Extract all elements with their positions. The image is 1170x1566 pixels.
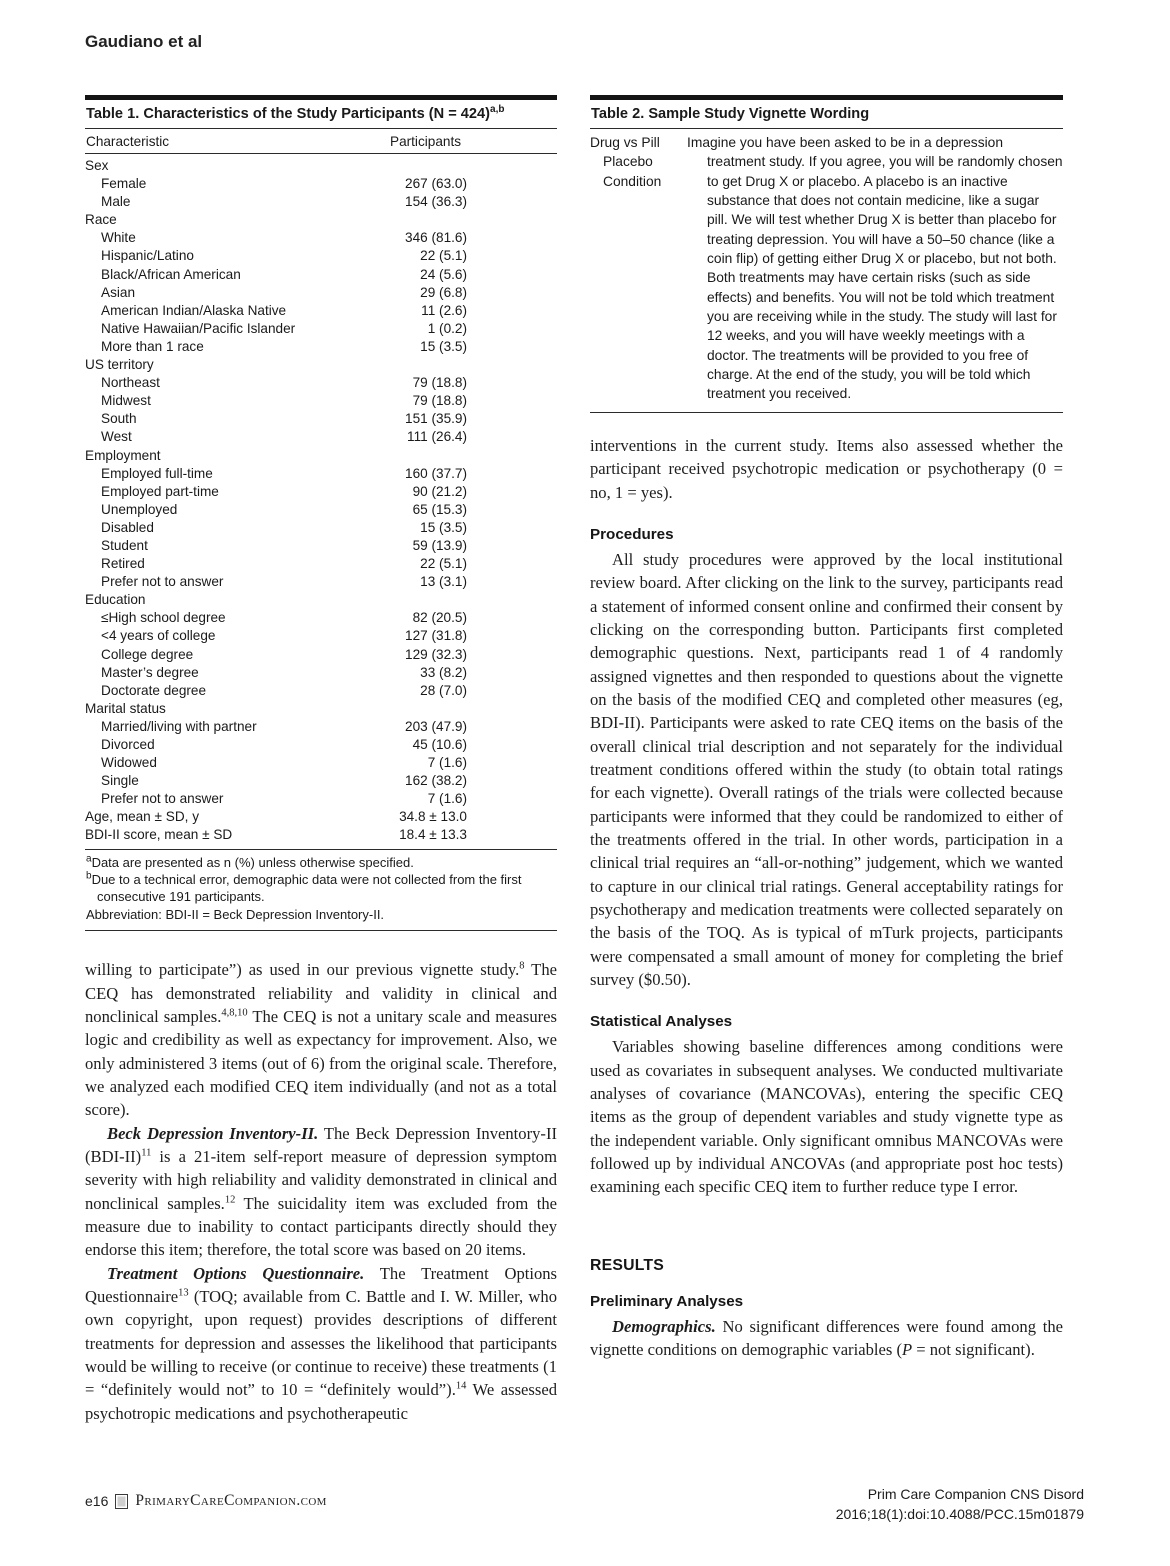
row-value: 34.8 ± 13.0 <box>399 809 467 825</box>
text-segment: P <box>901 1340 913 1360</box>
table-row <box>85 555 557 573</box>
text-segment: (TOQ; available from C. Battle and I. W. Miller, who own copyright, upon request) provides descriptions of different treatments for depression and assesses the likelihood that participants would be willing to receive (or continue to receive) these treatments (1 = “definitely would not” to 10 = “definitely would”). <box>85 1287 557 1400</box>
row-value: 45 (10.6) <box>412 737 467 752</box>
text-segment: The Treatment Options Questionnaire <box>85 1263 558 1306</box>
row-label: Prefer not to answer <box>101 574 224 590</box>
table-row <box>85 736 557 754</box>
table1-rows <box>85 154 557 850</box>
text-segment: The Beck Depression Inventory-II (BDI-II) <box>85 1123 557 1166</box>
row-value <box>357 356 557 374</box>
row-value: 18.4 ± 13.3 <box>399 827 467 843</box>
reference-superscript: 4,8,10 <box>221 1007 248 1019</box>
table-row <box>85 247 557 265</box>
row-label: Native Hawaiian/Pacific Islander <box>101 320 296 336</box>
table1-title-text: Table 1. Characteristics of the Study Participants (N = 424) <box>86 106 491 122</box>
reference-superscript: 12 <box>224 1194 236 1206</box>
reference-superscript: 13 <box>178 1287 189 1299</box>
row-value: 127 (31.8) <box>405 628 467 644</box>
row-label: Prefer not to answer <box>101 791 224 807</box>
table2 <box>590 95 1063 413</box>
vignette-paragraph: Imagine you have been asked to be in a depression treatment study. If you agree, you will be randomly chosen to get Drug X or placebo. A placebo is an inactive substance that does not contain medicine, like a sugar pill. We will test whether Drug X is better than placebo for treating depression. You will have a 50–50 chance (like a coin flip) of getting either Drug X or placebo, but not both. Both treatments may have certain risks (such as side effects) and benefits. You will not be told which treatment you are receiving while in the study. The study will last for 12 weeks, and you will have weekly meetings with a doctor. The treatments will be provided to you free of charge. At the end of the study, you will be told which treatment you received. <box>687 135 1063 402</box>
row-value: 82 (20.5) <box>412 610 467 626</box>
left-column-body-text <box>85 958 557 1425</box>
section-heading <box>590 1257 1063 1275</box>
text-segment: Variables showing baseline differences among conditions were used as covariates in subsequent analyses. We conducted multivariate analyses of covariance (MANCOVAs), entering the specific CEQ items as the group of dependent variables and study vignette type as the independent variable. Only significant omnibus MANCOVAs were followed up by individual ANCOVAs (and appropriate post hoc tests) examining each specific CEQ item to further reduce type I error. <box>590 1037 1063 1197</box>
journal-doi: 2016;18(1):doi:10.4088/PCC.15m01879 <box>835 1505 1084 1522</box>
row-value <box>357 591 557 609</box>
table-row <box>85 175 557 193</box>
row-value: 111 (26.4) <box>407 429 467 445</box>
table-row <box>85 447 557 465</box>
table-row <box>85 392 557 410</box>
reference-superscript: a <box>86 853 92 865</box>
row-value: 267 (63.0) <box>405 176 467 192</box>
table2-condition-label <box>590 133 687 404</box>
row-label: Age, mean ± SD, y <box>85 809 199 825</box>
text-segment: Abbreviation: BDI-II = Beck Depression Inventory-II. <box>86 906 385 922</box>
row-value: 90 (21.2) <box>412 483 467 499</box>
condition-label-line: Drug vs Pill <box>590 135 660 150</box>
text-segment: Treatment Options Questionnaire. <box>107 1263 365 1283</box>
row-label: Widowed <box>101 755 157 771</box>
section-heading <box>590 1293 1063 1310</box>
page-number: e16 <box>85 1493 109 1509</box>
column-header-participants: Participants <box>390 134 462 149</box>
row-label: ≤High school degree <box>101 610 226 626</box>
row-value <box>357 447 557 465</box>
section-heading <box>85 1262 557 1425</box>
table-row <box>85 320 557 338</box>
row-label: More than 1 race <box>101 338 204 354</box>
row-label: Single <box>101 773 139 789</box>
table-row <box>85 356 557 374</box>
table-row <box>85 808 557 826</box>
footer-citation <box>836 1485 1084 1524</box>
row-label: Asian <box>101 284 136 300</box>
section-heading <box>85 1122 557 1262</box>
row-value: 129 (32.3) <box>405 646 467 662</box>
table-row <box>85 410 557 428</box>
row-value: 160 (37.7) <box>405 465 467 481</box>
table-row <box>85 627 557 645</box>
table-row <box>85 229 557 247</box>
row-value: 162 (38.2) <box>405 773 467 789</box>
table-row <box>85 266 557 284</box>
table-row <box>85 772 557 790</box>
row-label: <4 years of college <box>101 628 216 644</box>
table-row <box>85 211 557 229</box>
row-label: Black/African American <box>101 266 241 282</box>
table-row <box>85 537 557 555</box>
row-value <box>357 211 557 229</box>
table-row <box>85 284 557 302</box>
row-value: 24 (5.6) <box>420 266 467 282</box>
running-head-author: Gaudiano et al <box>85 32 203 51</box>
table2-vignette-text <box>687 133 1063 404</box>
row-label: Master’s degree <box>101 664 199 680</box>
table-row <box>85 682 557 700</box>
table2-title: Table 2. Sample Study Vignette Wording <box>590 100 1063 129</box>
condition-label-line: Condition <box>603 173 662 189</box>
row-label: Education <box>85 592 146 608</box>
text-segment: Demographics. <box>612 1316 716 1336</box>
row-label: Disabled <box>101 519 154 535</box>
row-label: Student <box>101 537 148 553</box>
table-row <box>85 428 557 446</box>
row-value: 13 (3.1) <box>420 574 467 590</box>
table-row <box>85 483 557 501</box>
row-label: BDI-II score, mean ± SD <box>85 827 233 843</box>
row-value: 29 (6.8) <box>420 284 467 300</box>
text-segment: Data are presented as n (%) unless otherwise specified. <box>91 854 414 870</box>
text-segment: The suicidality item was excluded from the measure due to inability to contact participants directly should they endorse this item; therefore, the total score was based on 20 items. <box>85 1193 557 1260</box>
table-row <box>85 664 557 682</box>
table-row <box>85 646 557 664</box>
text-segment: interventions in the current study. Items also assessed whether the participant received psychotropic medication or psychotherapy (0 = no, 1 = yes). <box>590 435 1063 502</box>
row-label: Male <box>101 194 131 210</box>
text-segment: = not significant). <box>912 1340 1035 1360</box>
reference-superscript: b <box>86 870 92 882</box>
right-column-body-text <box>590 434 1063 1362</box>
row-label: Employed full-time <box>101 465 213 481</box>
reference-superscript: 14 <box>455 1380 467 1392</box>
row-value: 28 (7.0) <box>420 682 467 698</box>
row-label: US territory <box>85 357 154 373</box>
text-segment: willing to participate”) as used in our previous vignette study. <box>85 960 520 980</box>
table-footnote <box>86 906 557 923</box>
table-row <box>85 700 557 718</box>
row-value: 59 (13.9) <box>412 537 467 553</box>
row-label: Northeast <box>101 375 160 391</box>
text-segment: No significant differences were found among the vignette conditions on demographic variables ( <box>590 1316 1063 1360</box>
table-row <box>85 519 557 537</box>
table-row <box>85 465 557 483</box>
row-value: 79 (18.8) <box>412 393 467 409</box>
text-segment: All study procedures were approved by the local institutional review board. After clicking on the link to the survey, participants read a statement of informed consent online and confirmed their consent by clicking on the corresponding button. Participants first completed demographic questions. Next, participants read 1 of 4 randomly assigned vignettes and then responded to questions about the vignette on the basis of the modified CEQ and completed other measures (eg, BDI-II). Participants were asked to rate CEQ items on the basis of the overall clinical trial description and not separately for the individual treatment conditions offered within the study (to obtain total ratings for each vignette). Overall ratings of the trials were collected because participants were informed that they could be randomized to either of the treatments offered in the trial. In other words, participation in a clinical trial requires an “all-or-nothing” judgement, which we wanted to capture in our clinical trial ratings. General acceptability ratings for psychotherapy and medication treatments were collected separately on the basis of the TOQ. As is typical of mTurk projects, participants were compensated a small amount of money for completing the brief survey ($0.50). <box>590 549 1063 990</box>
row-value: 22 (5.1) <box>420 248 467 264</box>
row-value: 346 (81.6) <box>405 230 467 246</box>
row-value: 7 (1.6) <box>427 755 467 771</box>
row-value: 22 (5.1) <box>420 556 467 572</box>
table1-title-footnote-marks: a,b <box>490 104 505 116</box>
table-row <box>85 754 557 772</box>
condition-label-line: Placebo <box>603 154 653 170</box>
journal-name: Prim Care Companion CNS Disord <box>867 1486 1084 1502</box>
row-label: College degree <box>101 646 194 662</box>
table-row <box>85 374 557 392</box>
row-label: White <box>101 230 136 246</box>
section-heading <box>590 526 1063 543</box>
column-header-characteristic: Characteristic <box>86 134 170 149</box>
journal-logo-icon <box>115 1494 128 1509</box>
text-segment: Due to a technical error, demographic data were not collected from the first consecutive 191 participants. <box>91 871 522 905</box>
table-row <box>85 591 557 609</box>
row-value: 1 (0.2) <box>427 320 467 336</box>
table-row <box>85 338 557 356</box>
text-segment: The CEQ has demonstrated reliability and validity in clinical and nonclinical samples. <box>85 960 557 1026</box>
table2-body <box>590 129 1063 413</box>
row-value: 7 (1.6) <box>427 791 467 807</box>
table-row <box>85 302 557 320</box>
section-heading <box>590 434 1063 504</box>
row-value: 154 (36.3) <box>405 194 467 210</box>
row-value: 15 (3.5) <box>420 338 467 354</box>
row-value: 203 (47.9) <box>405 718 467 734</box>
table-row <box>85 501 557 519</box>
text-segment: Procedures <box>590 525 674 543</box>
table1 <box>85 95 557 931</box>
section-heading <box>590 548 1063 992</box>
table-footnote <box>86 871 557 906</box>
text-segment: Statistical Analyses <box>590 1013 733 1031</box>
text-segment: The CEQ is not a unitary scale and measures logic and credibility as well as expectancy for improvement. Also, we only administered 3 items (out of 6) from the original scale. Therefore, we analyzed each modified CEQ item individually (and not as a total score). <box>85 1006 557 1120</box>
row-value: 79 (18.8) <box>412 375 467 391</box>
text-segment: Beck Depression Inventory-II. <box>107 1123 319 1143</box>
table-row <box>85 609 557 627</box>
row-value: 33 (8.2) <box>420 664 467 680</box>
section-heading <box>590 1315 1063 1362</box>
table-row <box>85 193 557 211</box>
section-heading <box>85 958 557 1121</box>
table-row <box>85 718 557 736</box>
row-value: 15 (3.5) <box>420 519 467 535</box>
row-label: Midwest <box>101 393 151 409</box>
table-footnote <box>86 854 557 871</box>
row-label: Employed part-time <box>101 483 219 499</box>
row-value <box>357 157 557 175</box>
table-row <box>85 790 557 808</box>
row-label: Race <box>85 212 117 228</box>
text-segment: is a 21-item self-report measure of depression symptom severity with high reliability and validity demonstrated in clinical and nonclinical samples. <box>85 1146 557 1213</box>
right-column <box>590 95 1063 1361</box>
row-value: 65 (15.3) <box>412 501 467 517</box>
table1-column-headers <box>85 129 557 154</box>
table-row <box>85 826 557 844</box>
row-label: Unemployed <box>101 501 178 517</box>
row-label: Doctorate degree <box>101 682 207 698</box>
table1-footnotes <box>85 850 557 932</box>
section-heading <box>590 1013 1063 1030</box>
footer-left <box>85 1492 327 1510</box>
row-label: South <box>101 411 137 427</box>
row-label: Retired <box>101 556 145 572</box>
text-segment: We assessed psychotropic medications and psychotherapeutic <box>85 1380 557 1423</box>
row-label: Divorced <box>101 737 155 752</box>
row-label: Female <box>101 176 147 192</box>
row-value: 151 (35.9) <box>405 411 467 427</box>
section-heading <box>590 1035 1063 1198</box>
row-label: American Indian/Alaska Native <box>101 302 287 318</box>
row-label: Employment <box>85 447 161 463</box>
row-label: West <box>101 429 132 445</box>
text-segment: Preliminary Analyses <box>590 1292 744 1310</box>
row-label: Marital status <box>85 700 166 716</box>
row-label: Married/living with partner <box>101 718 257 734</box>
row-value <box>357 700 557 718</box>
table-row <box>85 157 557 175</box>
table1-title <box>85 100 557 129</box>
row-label: Hispanic/Latino <box>101 248 194 264</box>
left-column <box>85 95 557 1425</box>
table-row <box>85 573 557 591</box>
journal-website: PrimaryCareCompanion.com <box>135 1492 327 1509</box>
text-segment: RESULTS <box>590 1256 664 1274</box>
reference-superscript: 11 <box>141 1147 152 1159</box>
row-value: 11 (2.6) <box>421 302 467 318</box>
row-label: Sex <box>85 158 109 173</box>
reference-superscript: 8 <box>519 960 525 972</box>
